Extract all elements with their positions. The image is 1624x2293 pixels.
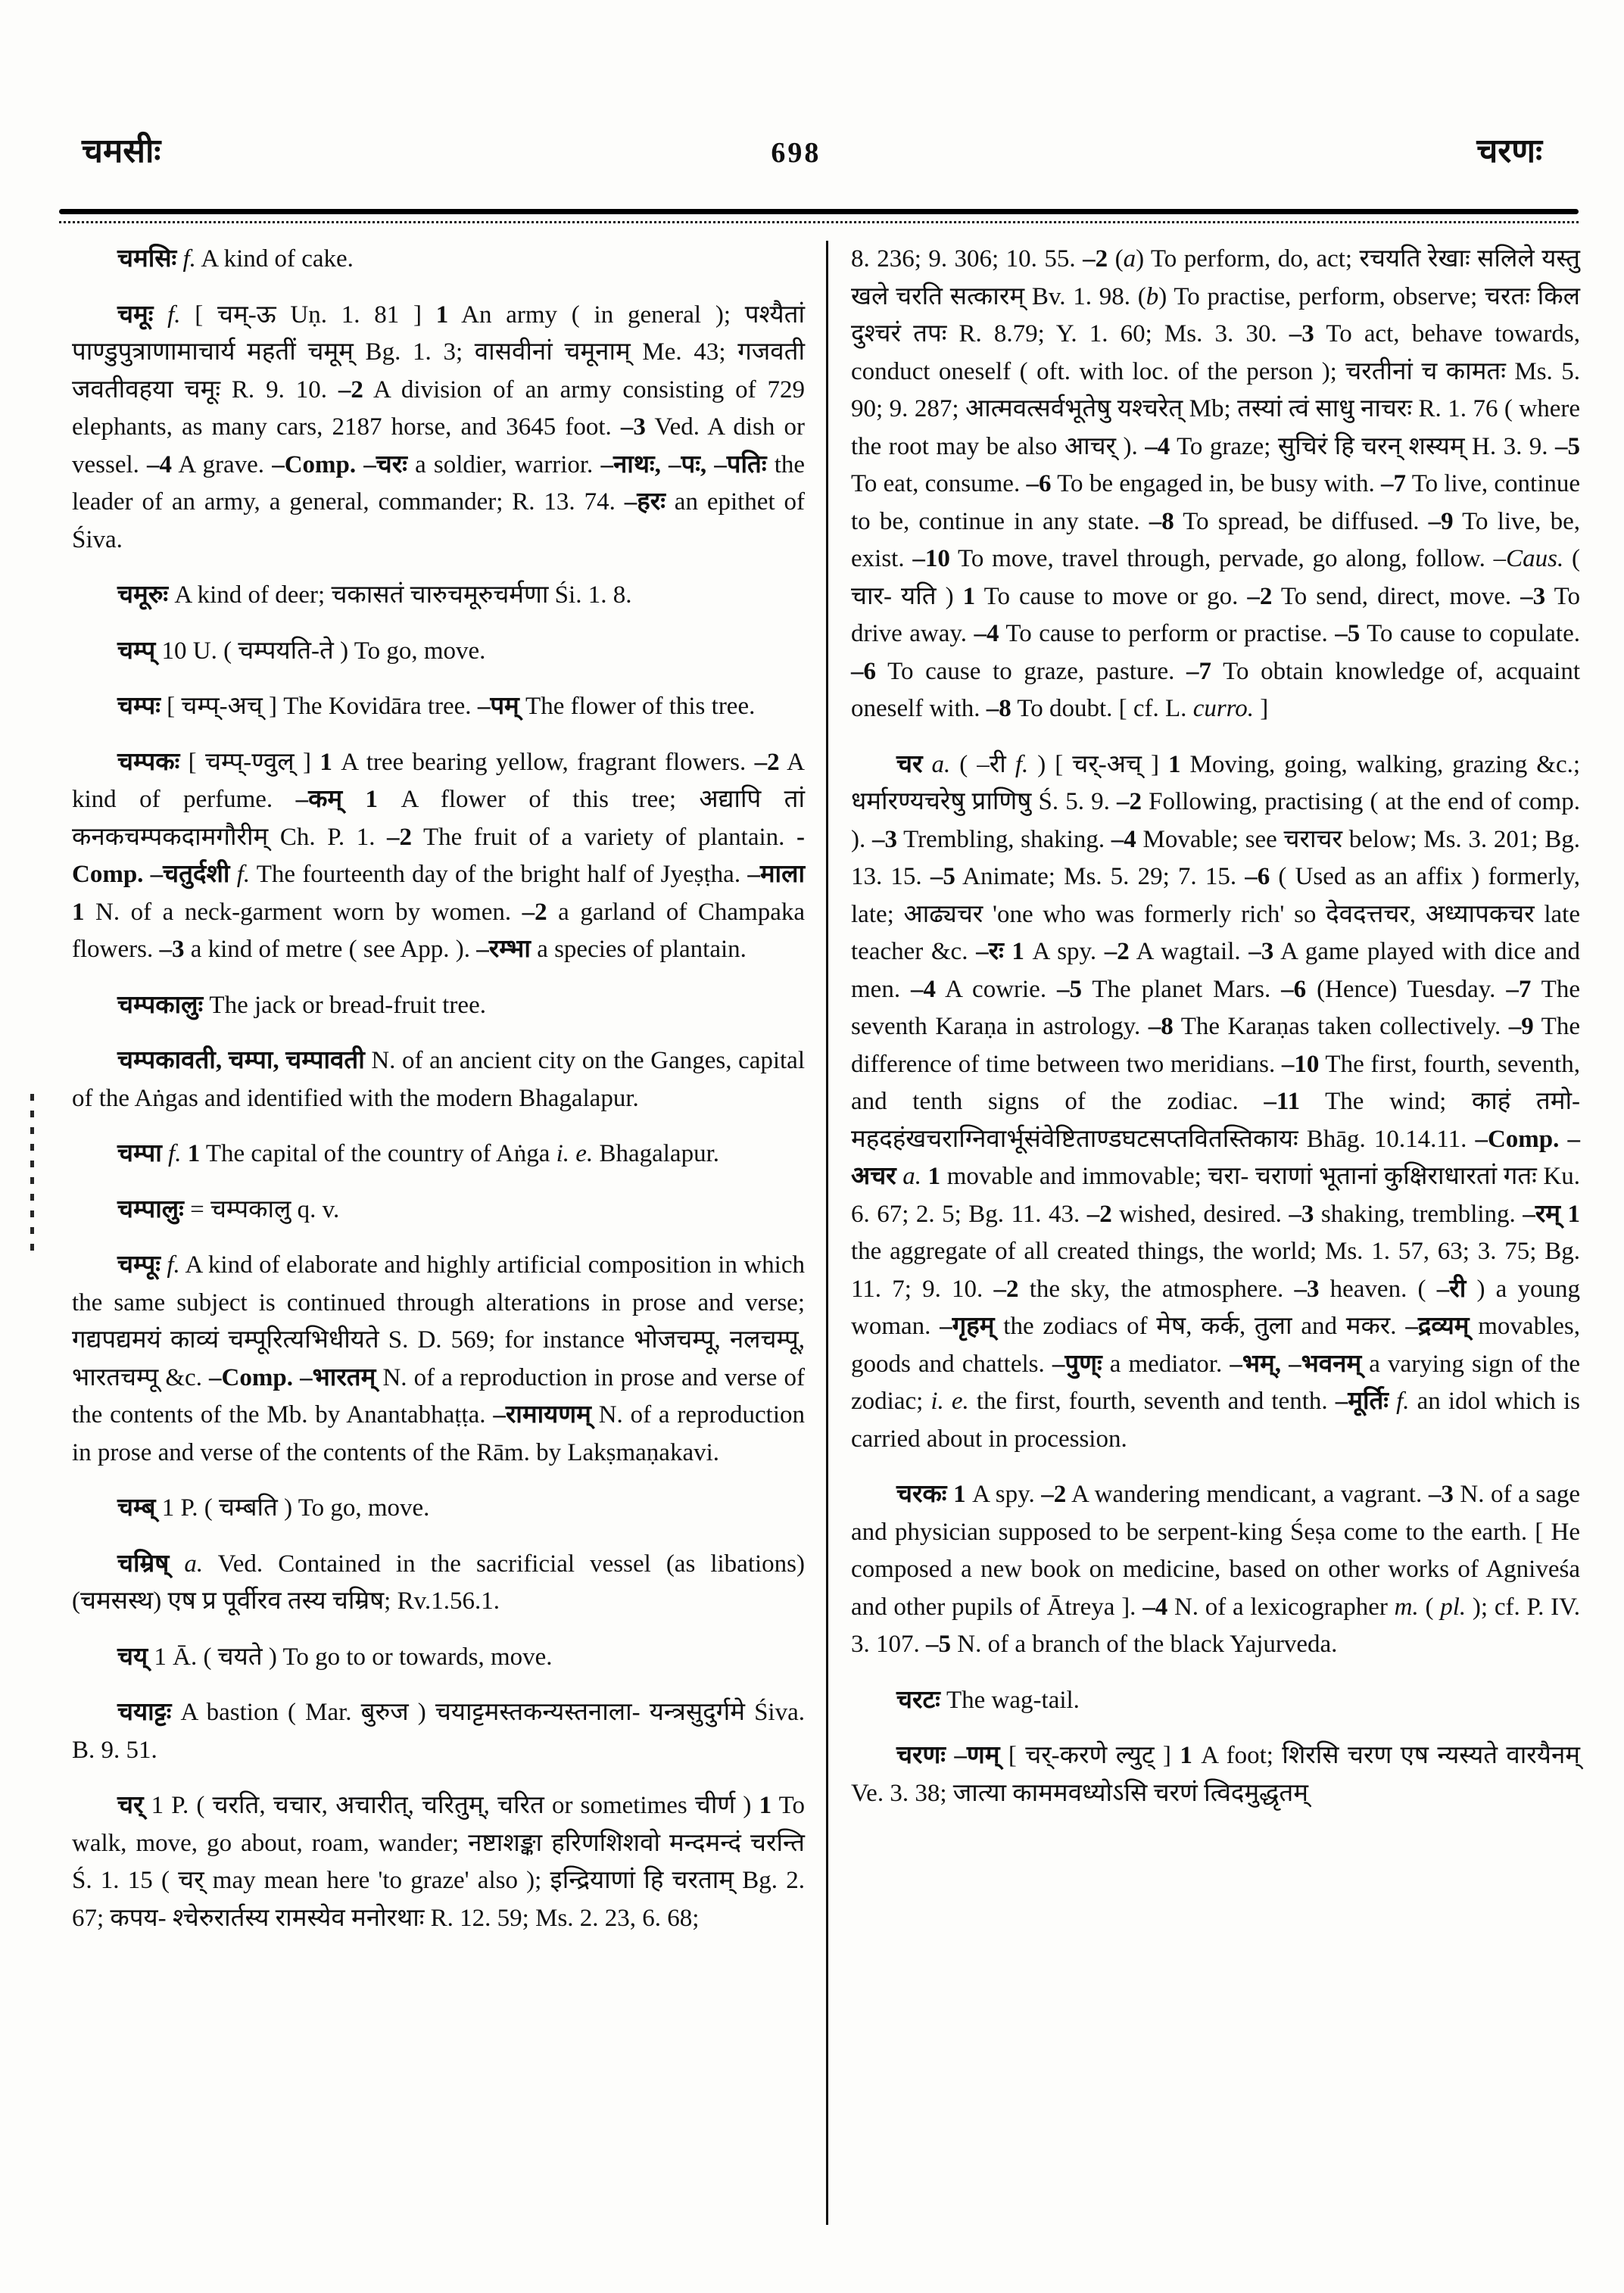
entry-text-run: f. bbox=[153, 301, 181, 329]
entry-text-run: pl. bbox=[1440, 1593, 1467, 1621]
dictionary-entry bbox=[72, 1136, 805, 1173]
entry-text-run: Ved. Contained in the sacrificial vessel (as libations) (चमसस्थ) एष प्र पूर्वीरव तस्य चम्रिष; Rv.1.56.1. bbox=[72, 1550, 806, 1615]
entry-text-run: –3 bbox=[159, 936, 185, 963]
entry-text-run: To be engaged in, be busy with. bbox=[1051, 470, 1382, 497]
entry-text-run: The capital of the country of Aṅga bbox=[200, 1140, 556, 1167]
headword: चर् bbox=[117, 1792, 144, 1819]
entry-text-run: 1 bbox=[759, 1792, 772, 1819]
entry-text-run: –4 bbox=[1145, 432, 1170, 460]
entry-text-run: –2 bbox=[338, 375, 363, 403]
headword: चम्पा bbox=[117, 1140, 162, 1167]
entry-text-run: –6 bbox=[1281, 975, 1307, 1003]
entry-text-run: –6 bbox=[851, 657, 876, 685]
entry-text-run: i. e. bbox=[556, 1140, 594, 1167]
entry-text-run: –4 bbox=[1111, 825, 1136, 853]
entry-text-run: the sky, the atmosphere. bbox=[1018, 1275, 1295, 1303]
dictionary-entry bbox=[72, 1546, 805, 1621]
dictionary-entry bbox=[72, 744, 805, 969]
entry-text-run: –6 bbox=[1245, 863, 1270, 890]
entry-text-run: A game played with dice and men. bbox=[851, 938, 1580, 1003]
dictionary-entry bbox=[72, 1639, 805, 1677]
dictionary-entry bbox=[851, 1682, 1580, 1720]
entry-text-run: –2 bbox=[387, 823, 413, 851]
entry-text-run: N. of a neck-garment worn by women. bbox=[84, 898, 522, 926]
entry-text-run: –पम् bbox=[477, 693, 519, 720]
entry-text-run: ] bbox=[1254, 695, 1269, 722]
dictionary-entry bbox=[72, 1247, 805, 1472]
entry-text-run: A bastion ( Mar. बुरुज ) चयाट्टमस्तकन्यस्तनाला- यन्त्रसुदुर्गमे Śiva. B. 9. 51. bbox=[72, 1699, 805, 1764]
entry-text-run: Bhagalapur. bbox=[593, 1140, 719, 1167]
entry-text-run: a garland of Champaka flowers. bbox=[72, 898, 805, 963]
entry-text-run: wished, desired. bbox=[1111, 1200, 1289, 1228]
dictionary-entry bbox=[72, 1490, 805, 1528]
entry-text-run: To graze; सुचिरं हि चरन् शस्यम् H. 3. 9. bbox=[1170, 432, 1555, 460]
entry-text-run: The wind; काहं तमो- महदहंखचराग्निवार्भूसंवेष्टिताण्डघटसप्तवितस्तिकायः Bhāg. 10.14.11. bbox=[851, 1088, 1580, 1153]
entry-text-run: Ved. A dish or vessel. bbox=[72, 413, 805, 478]
entry-text-run: a. bbox=[896, 1163, 922, 1190]
entry-text-run: –10 bbox=[1281, 1050, 1320, 1078]
entry-text-run: –रम्भा bbox=[476, 936, 531, 963]
entry-text-run: A flower of this tree; अद्यापि तां कनकचम्पकदामगौरीम् Ch. P. 1. bbox=[72, 786, 805, 851]
entry-text-run: –2 bbox=[993, 1275, 1019, 1303]
entry-text-run: –3 bbox=[1428, 1481, 1454, 1508]
entry-text-run: m. bbox=[1394, 1593, 1419, 1621]
entry-text-run: –9 bbox=[1508, 1013, 1534, 1040]
dictionary-entry bbox=[72, 1694, 805, 1769]
entry-text-run: ); cf. P. IV. 3. 107. bbox=[851, 1593, 1580, 1658]
entry-text-run: –6 bbox=[1026, 470, 1052, 497]
entry-text-run: a. bbox=[922, 750, 951, 778]
entry-text-run: Trembling, shaking. bbox=[896, 825, 1111, 853]
header-catchword-right: चरणः bbox=[1476, 132, 1542, 170]
entry-text-run: The seventh Karaṇa in astrology. bbox=[851, 975, 1580, 1040]
entry-text-run: a kind of metre ( see App. ). bbox=[184, 936, 477, 963]
headword: चरकः bbox=[896, 1481, 947, 1508]
headword: चम्पकः bbox=[117, 748, 180, 776]
entry-text-run: A kind of elaborate and highly artificial composition in which the same subject is continued through alterations in prose and verse; गद्यपद्यमयं काव्यं चम्पूरित्यभिधीयते S. D. 569; for instance भोजचम्पू, नलचम्पू, भारतचम्पू &c. bbox=[72, 1251, 805, 1391]
entry-text-run bbox=[921, 1163, 928, 1190]
entry-text-run: movable and immovable; चरा- चराणां भूतानां कुक्षिराधारतां गतः Ku. 6. 67; 2. 5; Bg. 11. 43. bbox=[851, 1163, 1581, 1228]
entry-text-run: –Comp. –चरः bbox=[272, 450, 407, 478]
entry-text-run: Animate; Ms. 5. 29; 7. 15. bbox=[955, 863, 1245, 890]
entry-text-run: –3 bbox=[1289, 320, 1314, 347]
entry-text-run: a species of plantain. bbox=[530, 936, 747, 963]
headword: चम्ब् bbox=[117, 1494, 156, 1522]
entry-text-run: 1 P. ( चरति, चचार, अचारीत्, चरितुम्, चरित or sometimes चीर्ण ) bbox=[143, 1792, 759, 1819]
entry-text-run: –गृहम् bbox=[940, 1313, 995, 1340]
entry-text-run: f. bbox=[176, 245, 196, 273]
entry-text-run: –5 bbox=[926, 1631, 951, 1658]
entry-text-run: –11 bbox=[1264, 1088, 1301, 1115]
page-number: 698 bbox=[771, 137, 821, 169]
entry-text-run: the aggregate of all created things, the world; Ms. 1. 57, 63; 3. 75; Bg. 11. 7; 9. 10. bbox=[851, 1238, 1580, 1303]
entry-text-run: [ चम्प्-ण्वुल् ] bbox=[179, 748, 320, 776]
entry-text-run: To spread, be diffused. bbox=[1174, 507, 1429, 535]
entry-text-run: a soldier, warrior. bbox=[407, 450, 601, 478]
entry-text-run: 1 bbox=[1180, 1742, 1192, 1769]
entry-text-run: –मूर्तिः bbox=[1335, 1388, 1389, 1415]
entry-text-run: [ चर्-करणे ल्युट् ] bbox=[999, 1742, 1180, 1769]
entry-text-run: –9 bbox=[1428, 507, 1454, 535]
entry-text-run: ( चार- यति ) bbox=[851, 545, 1580, 610]
entry-text-run: –Comp. –अचर bbox=[851, 1125, 1580, 1190]
entry-text-run: 1 bbox=[187, 1140, 201, 1167]
entry-text-run: Following, practising ( at the end of comp. ). bbox=[851, 788, 1580, 853]
entry-text-run: –Comp. –भारतम् bbox=[209, 1363, 376, 1391]
entry-text-run: [ चम्प्-अच् ] The Kovidāra tree. bbox=[160, 693, 478, 720]
entry-text-run: The fruit of a variety of plantain. bbox=[412, 823, 796, 851]
entry-text-run: N. of a branch of the black Yajurveda. bbox=[951, 1631, 1338, 1658]
entry-text-run: Caus. bbox=[1506, 545, 1564, 572]
entry-text-run: To act, behave towards, conduct oneself ( oft. with loc. of the person ); चरतीनां च कामतः Ms. 5. 90; 9. 287; आत्मवत्सर्वभूतेषु यश्चरेत् Mb; तस्यां त्वं साधु नाचरः R. 1. 76 ( where the root may be also आचर् ). bbox=[851, 320, 1581, 460]
left-column bbox=[72, 241, 826, 2225]
entry-text-run: –8 bbox=[986, 695, 1011, 722]
entry-text-run bbox=[181, 1140, 187, 1167]
entry-text-run: f. bbox=[160, 1251, 180, 1279]
entry-text-run: The difference of time between two meridians. bbox=[851, 1013, 1580, 1078]
entry-text-run: To cause to copulate. bbox=[1360, 620, 1580, 647]
entry-text-run: –2 bbox=[754, 748, 780, 776]
entry-text-run: ( bbox=[1418, 1593, 1441, 1621]
entry-text-run: 1 Ā. ( चयते ) To go to or towards, move. bbox=[148, 1643, 553, 1671]
entry-text-run: To walk, move, go about, roam, wander; नष्टाशङ्का हरिणशिशवो मन्दमन्दं चरन्ति Ś. 1. 15 ( चर् may mean here 'to graze' also ); इन्द्रियाणां हि चरताम् Bg. 2. 67; कपय- श्चेरुरार्तस्य रामस्येव मनोरथाः R. 12. 59; Ms. 2. 23, 6. 68; bbox=[72, 1792, 806, 1932]
entry-text-run: A wandering mendicant, a vagrant. bbox=[1066, 1481, 1429, 1508]
entry-text-run: –2 bbox=[1247, 582, 1273, 610]
entry-text-run: = चम्पकालु q. v. bbox=[183, 1195, 340, 1223]
entry-text-run: a varying sign of the zodiac; bbox=[851, 1350, 1580, 1415]
dictionary-entry bbox=[72, 633, 805, 671]
entry-text-run: 1 bbox=[962, 582, 976, 610]
entry-text-run: To cause to move or go. bbox=[975, 582, 1248, 610]
entry-text-run: heaven. ( bbox=[1319, 1275, 1437, 1303]
headword: चरटः bbox=[896, 1686, 940, 1714]
headword: चम्पालुः bbox=[117, 1195, 184, 1223]
entry-text-run: –रामायणम् bbox=[493, 1401, 591, 1428]
entry-text-run: A spy. bbox=[965, 1481, 1042, 1508]
headword: –2 bbox=[1083, 245, 1108, 273]
entry-text-run: –4 bbox=[147, 450, 173, 478]
entry-text-run: ) [ चर्-अच् ] bbox=[1028, 750, 1168, 778]
entry-text-run: –माला 1 bbox=[72, 861, 806, 926]
dictionary-entry bbox=[851, 746, 1580, 1459]
headword: चमूरुः bbox=[117, 581, 169, 609]
entry-text-run: –2 bbox=[1041, 1481, 1067, 1508]
headword: चम्पकालुः bbox=[117, 991, 204, 1019]
entry-text-run: -Comp. –चतुर्दशी bbox=[72, 823, 805, 888]
entry-text-run: The flower of this tree. bbox=[519, 693, 756, 720]
entry-text-run: –5 bbox=[1555, 432, 1580, 460]
entry-text-run: –पुण्ः bbox=[1052, 1350, 1102, 1378]
entry-text-run: An army ( in general ); पश्यैतां पाण्डुपुत्राणामाचार्य महतीं चमूम् Bg. 1. 3; वासवीनां चमूनाम् Me. 43; गजवती जवतीवहया चमूः R. 9. 10. bbox=[72, 301, 806, 403]
header-rule-thick bbox=[59, 209, 1579, 214]
entry-text-run: A spy. bbox=[1024, 938, 1105, 965]
entry-text-run: –2 bbox=[1086, 1200, 1112, 1228]
entry-text-run: To live, be, exist. bbox=[851, 507, 1580, 572]
entry-text-run: –रः 1 bbox=[976, 938, 1024, 965]
entry-text-run: 8. 236; 9. 306; 10. 55. bbox=[851, 245, 1083, 273]
header-rule-dotted bbox=[59, 221, 1579, 223]
entry-text-run: To move, travel through, pervade, go along, follow. – bbox=[949, 545, 1507, 572]
entry-text-run: 1 bbox=[320, 748, 332, 776]
entry-text-run: To cause to graze, pasture. bbox=[876, 657, 1187, 685]
headword: चरणः –णम् bbox=[896, 1742, 1000, 1769]
headword: चमूः bbox=[117, 301, 154, 329]
headword: चयाट्टः bbox=[117, 1699, 172, 1726]
entry-text-run: ) To practise, perform, observe; चरतः किल दुश्चरं तपः R. 8.79; Y. 1. 60; Ms. 3. 30. bbox=[851, 282, 1580, 347]
dictionary-entry bbox=[72, 987, 805, 1025]
entry-text-run: a mediator. bbox=[1102, 1350, 1230, 1378]
entry-text-run: A cowrie. bbox=[936, 975, 1058, 1003]
entry-text-run: N. of a reproduction in prose and verse of the contents of the Mb. by Anantabhaṭṭa. bbox=[72, 1363, 805, 1428]
entry-text-run: an idol which is carried about in procession. bbox=[851, 1388, 1580, 1453]
right-column bbox=[826, 241, 1580, 2225]
entry-text-run: ( –री bbox=[950, 750, 1015, 778]
entry-text-run: a bbox=[1123, 245, 1136, 273]
entry-text-run: –7 bbox=[1381, 470, 1407, 497]
headword: चम्पः bbox=[117, 693, 161, 720]
entry-text-run: A wagtail. bbox=[1129, 938, 1249, 965]
dictionary-entry bbox=[72, 297, 805, 559]
entry-text-run: A tree bearing yellow, fragrant flowers. bbox=[332, 748, 755, 776]
dictionary-entry bbox=[851, 241, 1580, 728]
entry-text-run: the zodiacs of मेष, कर्क, तुला and मकर. bbox=[994, 1313, 1406, 1340]
entry-text-run: –3 bbox=[871, 825, 897, 853]
entry-text-run: movables, goods and chattels. bbox=[851, 1313, 1580, 1378]
entry-text-run: –3 bbox=[1520, 582, 1546, 610]
entry-text-run: 1 bbox=[927, 1163, 941, 1190]
entry-text-run: curro. bbox=[1192, 695, 1255, 722]
entry-text-run: –7 bbox=[1186, 657, 1212, 685]
entry-text-run: Moving, going, walking, grazing &c.; धर्मारण्यचरेषु प्राणिषु Ś. 5. 9. bbox=[851, 750, 1581, 815]
entry-text-run: –5 bbox=[930, 863, 955, 890]
entry-text-run: f. bbox=[161, 1140, 182, 1167]
entry-text-run: A kind of deer; चकासतं चारुचमूरुचर्मणा Śi. 1. 8. bbox=[168, 581, 632, 609]
entry-text-run bbox=[946, 1481, 953, 1508]
entry-text-run: the first, fourth, seventh and tenth. bbox=[968, 1388, 1336, 1415]
entry-text-run: 10 U. ( चम्पयति-ते ) To go, move. bbox=[155, 637, 486, 665]
entry-text-run: –2 bbox=[522, 898, 547, 926]
dictionary-entry bbox=[72, 1787, 805, 1937]
entry-text-run: ) a young woman. bbox=[851, 1275, 1580, 1340]
entry-text-run: 1 bbox=[1167, 750, 1181, 778]
entry-text-run: –रम् 1 bbox=[1523, 1200, 1580, 1228]
entry-text-run: –3 bbox=[1294, 1275, 1320, 1303]
entry-text-run: –कम् 1 bbox=[295, 786, 379, 813]
entry-text-run: a. bbox=[169, 1550, 204, 1578]
entry-text-run: –2 bbox=[1117, 788, 1142, 815]
dictionary-entry bbox=[72, 688, 805, 726]
entry-text-run: The Karaṇas taken collectively. bbox=[1173, 1013, 1509, 1040]
entry-text-run: –3 bbox=[1289, 1200, 1314, 1228]
dictionary-entry bbox=[72, 1042, 805, 1117]
headword: चम्रिष् bbox=[117, 1550, 170, 1578]
entry-text-run: –5 bbox=[1057, 975, 1083, 1003]
entry-text-run: –5 bbox=[1335, 620, 1361, 647]
dictionary-entry bbox=[72, 577, 805, 615]
headword: चमसिः bbox=[117, 245, 177, 273]
entry-text-run: –4 bbox=[1142, 1593, 1168, 1621]
entry-text-run: an epithet of Śiva. bbox=[72, 488, 806, 553]
entry-text-run: f. bbox=[1015, 750, 1029, 778]
entry-text-run: A kind of cake. bbox=[195, 245, 354, 273]
entry-text-run: b bbox=[1146, 282, 1159, 310]
entry-text-run: 1 P. ( चम्बति ) To go, move. bbox=[155, 1494, 430, 1522]
entry-text-run: A kind of perfume. bbox=[72, 748, 806, 813]
scan-artifact-marks bbox=[30, 1094, 34, 1257]
entry-text-run: To drive away. bbox=[851, 582, 1580, 647]
entry-text-run: To eat, consume. bbox=[851, 470, 1027, 497]
entry-text-run: To live, continue to be, continue in any state. bbox=[851, 470, 1581, 535]
entry-text-run: A foot; शिरसि चरण एष न्यस्यते वारयैनम् Ve. 3. 38; जात्या काममवध्योऽसि चरणं त्विदमुद्धृतम् bbox=[851, 1742, 1580, 1807]
entry-text-run: The wag-tail. bbox=[940, 1686, 1080, 1714]
entry-text-run: –8 bbox=[1148, 1013, 1174, 1040]
entry-text-run: –4 bbox=[911, 975, 936, 1003]
headword: चर bbox=[896, 750, 923, 778]
entry-text-run: –7 bbox=[1506, 975, 1532, 1003]
entry-text-run: N. of a sage and physician supposed to be serpent-king Śeṣa come to the earth. [ He composed a new book on medicine, based on other works of Agniveśa and other pupils of Ātreya ]. bbox=[851, 1481, 1581, 1621]
entry-text-run: To cause to perform or practise. bbox=[999, 620, 1336, 647]
entry-text-run: The jack or bread-fruit tree. bbox=[203, 991, 486, 1019]
entry-text-run: (Hence) Tuesday. bbox=[1306, 975, 1507, 1003]
dictionary-entry bbox=[851, 1737, 1580, 1812]
entry-text-run: –2 bbox=[1104, 938, 1130, 965]
entry-text-run: ( bbox=[1108, 245, 1124, 273]
entry-text-run: the leader of an army, a general, commander; R. 13. 74. bbox=[72, 450, 806, 516]
entry-text-run: –द्रव्यम् bbox=[1405, 1313, 1470, 1340]
entry-text-run: –3 bbox=[620, 413, 646, 441]
entry-text-run: ( Used as an affix ) formerly, late; आढ्यचर 'one who was formerly rich' so देवदत्तचर, अध्यापकचर late teacher &c. bbox=[851, 863, 1580, 965]
entry-text-run: 1 bbox=[953, 1481, 966, 1508]
entry-text-run: To doubt. [ cf. L. bbox=[1011, 695, 1193, 722]
entry-text-run: f. bbox=[229, 861, 251, 888]
entry-text-run: –री bbox=[1436, 1275, 1467, 1303]
entry-text-run: A division of an army consisting of 729 elephants, as many cars, 2187 horse, and 3645 foot. bbox=[72, 375, 805, 441]
headword: चम्पूः bbox=[117, 1251, 161, 1279]
headword: चम्पकावती, चम्पा, चम्पावती bbox=[117, 1047, 365, 1074]
entry-text-run: f. bbox=[1388, 1388, 1410, 1415]
headword: चय् bbox=[117, 1643, 148, 1671]
entry-text-run: The planet Mars. bbox=[1082, 975, 1282, 1003]
entry-text-run: N. of a lexicographer bbox=[1167, 1593, 1395, 1621]
entry-text-run: –4 bbox=[974, 620, 999, 647]
headword: चम्प् bbox=[117, 637, 156, 665]
entry-text-run: N. of a reproduction in prose and verse of the contents of the Rām. by Lakṣmaṇakavi. bbox=[72, 1401, 805, 1466]
entry-text-run: –हरः bbox=[624, 488, 665, 516]
page-header bbox=[0, 132, 1624, 170]
entry-text-run: To obtain knowledge of, acquaint oneself with. bbox=[851, 657, 1580, 722]
entry-text-run: To send, direct, move. bbox=[1272, 582, 1521, 610]
entry-text-run: [ चम्-ऊ Uṇ. 1. 81 ] bbox=[180, 301, 436, 329]
entry-text-run: A grave. bbox=[172, 450, 273, 478]
entry-text-run: –भम्, –भवनम् bbox=[1230, 1350, 1362, 1378]
entry-text-run: The first, fourth, seventh, and tenth signs of the zodiac. bbox=[851, 1050, 1580, 1115]
entry-text-run: shaking, trembling. bbox=[1314, 1200, 1523, 1228]
entry-text-run: –नाथः, –पः, –पतिः bbox=[600, 450, 767, 478]
entry-text-run: The fourteenth day of the bright half of Jyeṣṭha. bbox=[250, 861, 748, 888]
entry-text-run: N. of an ancient city on the Ganges, capital of the Aṅgas and identified with the modern Bhagalapur. bbox=[72, 1047, 805, 1112]
entry-text-run: Movable; see चराचर below; Ms. 3. 201; Bg. 13. 15. bbox=[851, 825, 1580, 890]
entry-text-run: –8 bbox=[1149, 507, 1174, 535]
entry-text-run: –10 bbox=[912, 545, 950, 572]
entry-text-run: –3 bbox=[1248, 938, 1274, 965]
text-columns bbox=[72, 241, 1580, 2225]
dictionary-entry bbox=[851, 1476, 1580, 1664]
header-catchword-left: चमसीः bbox=[82, 132, 161, 170]
dictionary-entry bbox=[72, 241, 805, 279]
entry-text-run: i. e. bbox=[930, 1388, 969, 1415]
dictionary-entry bbox=[72, 1192, 805, 1229]
entry-text-run: ) To perform, do, act; रचयति रेखाः सलिले यस्तु खले चरति सत्कारम् Bv. 1. 98. ( bbox=[851, 245, 1580, 310]
entry-text-run: 1 bbox=[435, 301, 449, 329]
